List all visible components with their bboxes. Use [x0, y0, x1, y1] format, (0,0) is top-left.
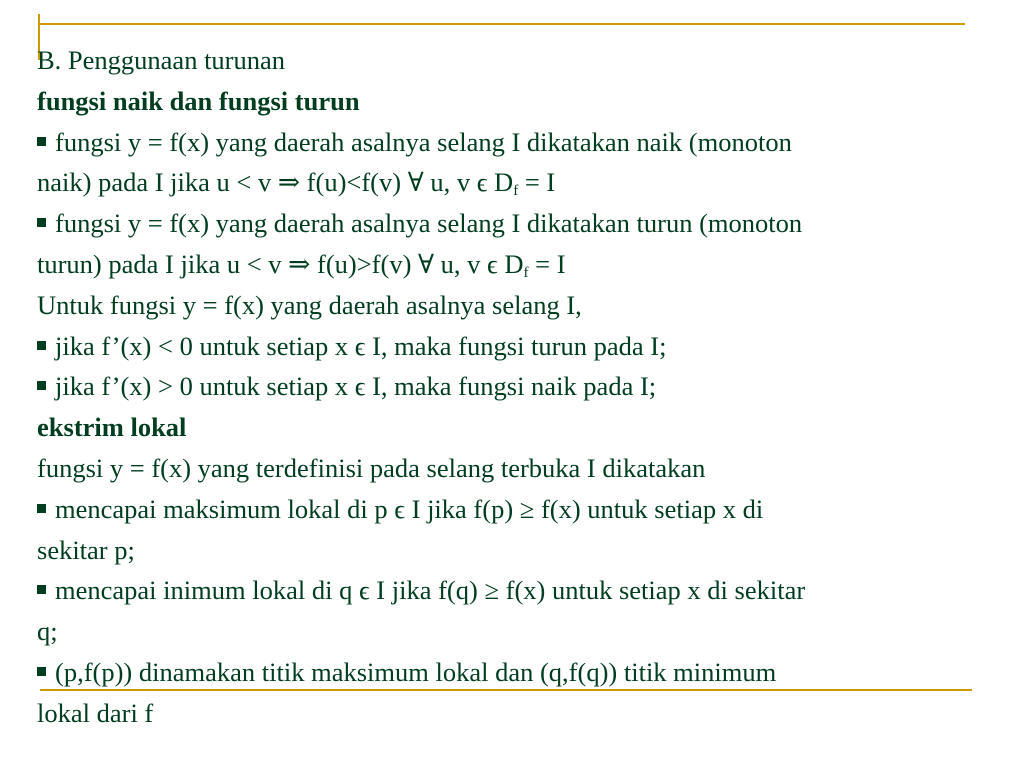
bullet-text: (p,f(p)) dinamakan titik maksimum lokal dan (q,f(q)) titik minimum	[55, 656, 777, 687]
fungsi-def-line: fungsi y = f(x) yang terdefinisi pada selang terbuka I dikatakan	[37, 452, 706, 483]
bullet-text: fungsi y = f(x) yang daerah asalnya selang I dikatakan naik (monoton	[55, 126, 792, 157]
bullet-naik-line-2	[37, 162, 997, 203]
bullet-text: jika f’(x) < 0 untuk setiap x ϵ I, maka fungsi turun pada I;	[55, 330, 667, 361]
square-bullet-icon	[37, 381, 46, 390]
bullet-min-line-2: q;	[37, 616, 58, 647]
bullet-text: mencapai inimum lokal di q ϵ I jika f(q) ≥ f(x) untuk setiap x di sekitar	[55, 575, 806, 606]
line-text: = I	[518, 167, 556, 198]
line-text: turun) pada I jika u < v ⇒ f(u)>f(v) ∀ u, v ϵ D	[37, 248, 524, 279]
top-rule	[40, 23, 965, 25]
square-bullet-icon	[37, 137, 46, 146]
square-bullet-icon	[37, 341, 46, 350]
bullet-turun-line-1	[37, 203, 997, 244]
ekstrim-heading: ekstrim lokal	[37, 412, 187, 443]
bullet-turun-line-2	[37, 244, 997, 285]
bullet-jika-naik	[37, 366, 997, 407]
untuk-line: Untuk fungsi y = f(x) yang daerah asalnya selang I,	[37, 289, 582, 320]
slide-heading: B. Penggunaan turunan	[37, 45, 286, 75]
subscript: f	[513, 183, 519, 200]
square-bullet-icon	[37, 667, 46, 676]
bullet-naik-line-1	[37, 122, 997, 163]
bullet-maks-line-1	[37, 489, 997, 530]
line-text: naik) pada I jika u < v ⇒ f(u)<f(v) ∀ u, v ϵ D	[37, 167, 514, 198]
square-bullet-icon	[37, 504, 46, 513]
section-subheading: fungsi naik dan fungsi turun	[37, 85, 360, 116]
bullet-min-line-1	[37, 570, 997, 611]
bullet-text: fungsi y = f(x) yang daerah asalnya selang I dikatakan turun (monoton	[55, 208, 803, 239]
bullet-text: mencapai maksimum lokal di p ϵ I jika f(p) ≥ f(x) untuk setiap x di	[55, 493, 764, 524]
subscript: f	[523, 264, 529, 281]
square-bullet-icon	[37, 585, 46, 594]
slide-content	[37, 40, 997, 734]
square-bullet-icon	[37, 218, 46, 227]
bullet-titik-line-1	[37, 652, 997, 693]
bullet-maks-line-2: sekitar p;	[37, 534, 135, 565]
line-text: = I	[528, 248, 566, 279]
bullet-jika-turun	[37, 326, 997, 367]
bullet-text: jika f’(x) > 0 untuk setiap x ϵ I, maka fungsi naik pada I;	[55, 371, 657, 402]
bullet-titik-line-2: lokal dari f	[37, 697, 154, 728]
